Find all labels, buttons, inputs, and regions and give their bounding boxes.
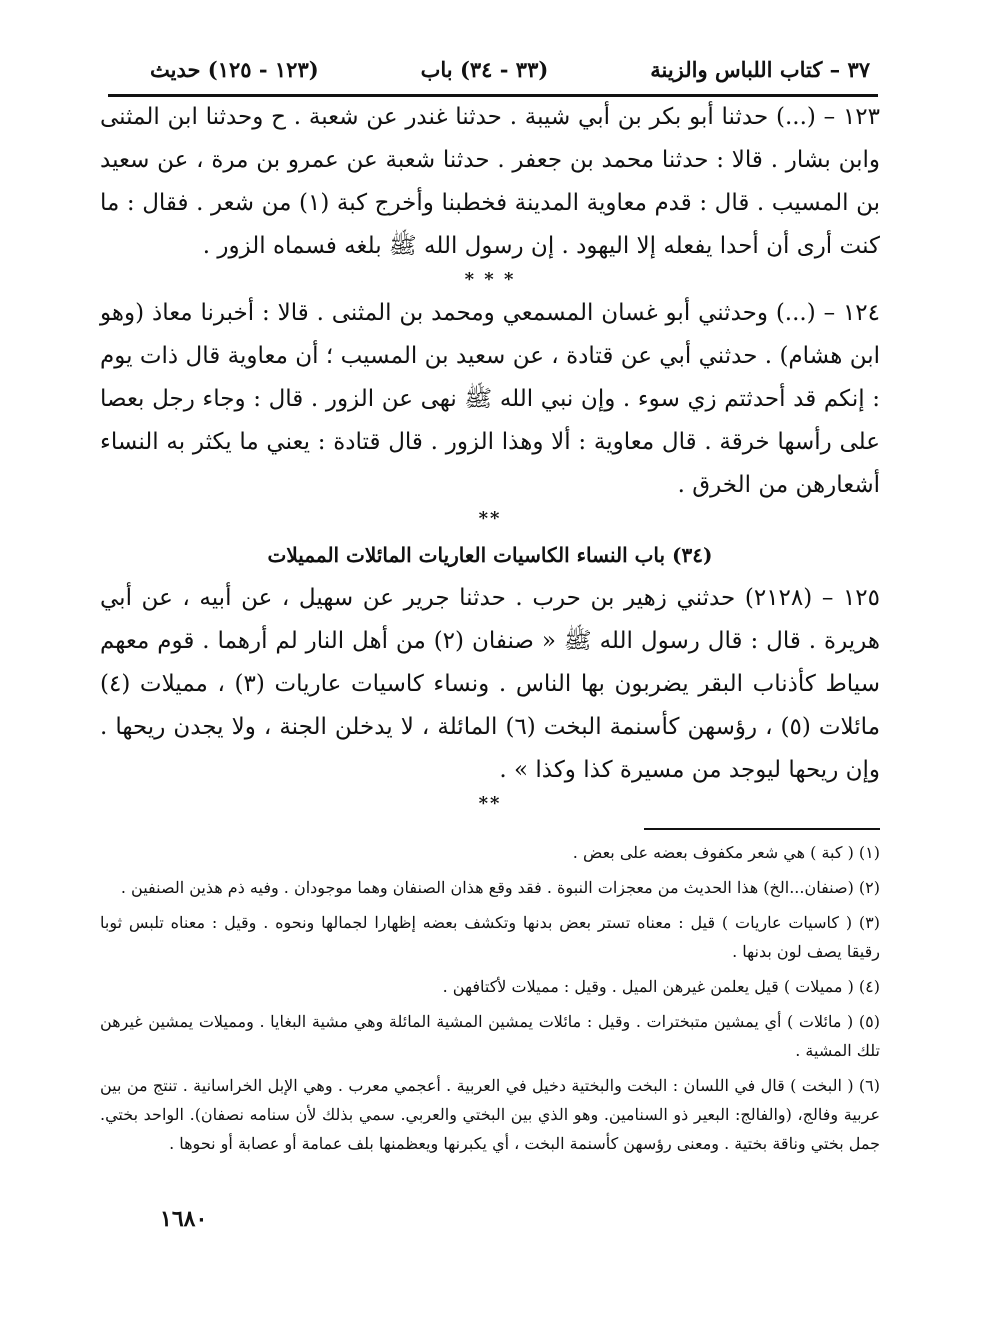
footnotes: [100, 838, 880, 1164]
footnote-1: (١) ( كبة ) هي شعر مكفوف بعضه على بعض .: [572, 843, 880, 862]
footnote-6: (٦) ( البخت ) قال في اللسان : البخت والبختية دخيل في العربية . أعجمي معرب . وهي الإبل الخراسانية . تنتج من بين عربية وفالج، (والفالج: البعير ذو السنامين. وهو الذي بين البختي والعربي. سمي بذلك لأن سنامه نصفان). الواحد بختي. جمل بختي وناقة بختية . ومعنى رؤسهن كأسنمة البخت ، أي يكبرنها ويعظمنها بلف عمامة أو عصابة أو نحوها .: [100, 1076, 880, 1153]
separator-stars: **: [478, 508, 502, 529]
running-header: [150, 44, 870, 94]
header-chapter-label: (٣٣ - ٣٤) باب: [420, 56, 549, 82]
chapter-heading: (٣٤) باب النساء الكاسيات العاريات المائلات المميلات: [267, 543, 713, 567]
page-number: ١٦٨٠: [160, 1206, 208, 1232]
header-hadith-label: (١٢٣ - ١٢٥) حديث: [150, 56, 319, 82]
separator-stars: **: [478, 793, 502, 814]
footnote-3: (٣) ( كاسيات عاريات ) قيل : معناه تستر بعض بدنها وتكشف بعضه إظهارا لجمالها ونحوه . وقيل : معناه تلبس ثوبا رقيقا يصف لون بدنها .: [100, 913, 880, 961]
separator-stars: * * *: [464, 269, 516, 290]
footnote-divider: [644, 828, 880, 830]
footnote-4: (٤) ( مميلات ) قيل يعلمن غيرهن الميل . وقيل : مميلات لأكتافهن .: [442, 977, 880, 996]
hadith-124: ١٢٤ – (...) وحدثني أبو غسان المسمعي ومحمد بن المثنى . قالا : أخبرنا معاذ (وهو ابن هشام) . حدثني أبي عن قتادة ، عن سعيد بن المسيب ؛ أن معاوية قال ذات يوم : إنكم قد أحدثتم زي سوء . وإن نبي الله ﷺ نهى عن الزور . قال : وجاء رجل بعصا على رأسها خرقة . قال معاوية : ألا وهذا الزور . قال قتادة : يعني ما يكثر به النساء أشعارهن من الخرق .: [100, 300, 880, 498]
footnote-2: (٢) (صنفان...الخ) هذا الحديث من معجزات النبوة . فقد وقع هذان الصنفان وهما موجودان . وفيه ذم هذين الصنفين .: [120, 878, 880, 897]
footnote-5: (٥) ( مائلات ) أي يمشين متبخترات . وقيل : مائلات يمشين المشية المائلة وهي مشية البغايا . ومميلات يمشين غيرهن تلك المشية .: [100, 1012, 880, 1060]
header-page-label: ٣٧ – كتاب اللباس والزينة: [650, 56, 870, 82]
hadith-125: ١٢٥ – (٢١٢٨) حدثني زهير بن حرب . حدثنا جرير عن سهيل ، عن أبيه ، عن أبي هريرة . قال : قال رسول الله ﷺ « صنفان (٢) من أهل النار لم أرهما . قوم معهم سياط كأذناب البقر يضربون بها الناس . ونساء كاسيات عاريات (٣) ، مميلات (٤) مائلات (٥) ، رؤسهن كأسنمة البخت (٦) المائلة ، لا يدخلن الجنة ، ولا يجدن ريحها . وإن ريحها ليوجد من مسيرة كذا وكذا » .: [100, 585, 881, 783]
main-text: [100, 96, 880, 816]
hadith-123: ١٢٣ – (...) حدثنا أبو بكر بن أبي شيبة . حدثنا غندر عن شعبة . ح وحدثنا ابن المثنى وابن بشار . قالا : حدثنا محمد بن جعفر . حدثنا شعبة عن عمرو بن مرة ، عن سعيد بن المسيب . قال : قدم معاوية المدينة فخطبنا وأخرج كبة (١) من شعر . فقال : ما كنت أرى أن أحدا يفعله إلا اليهود . إن رسول الله ﷺ بلغه فسماه الزور .: [100, 104, 880, 259]
